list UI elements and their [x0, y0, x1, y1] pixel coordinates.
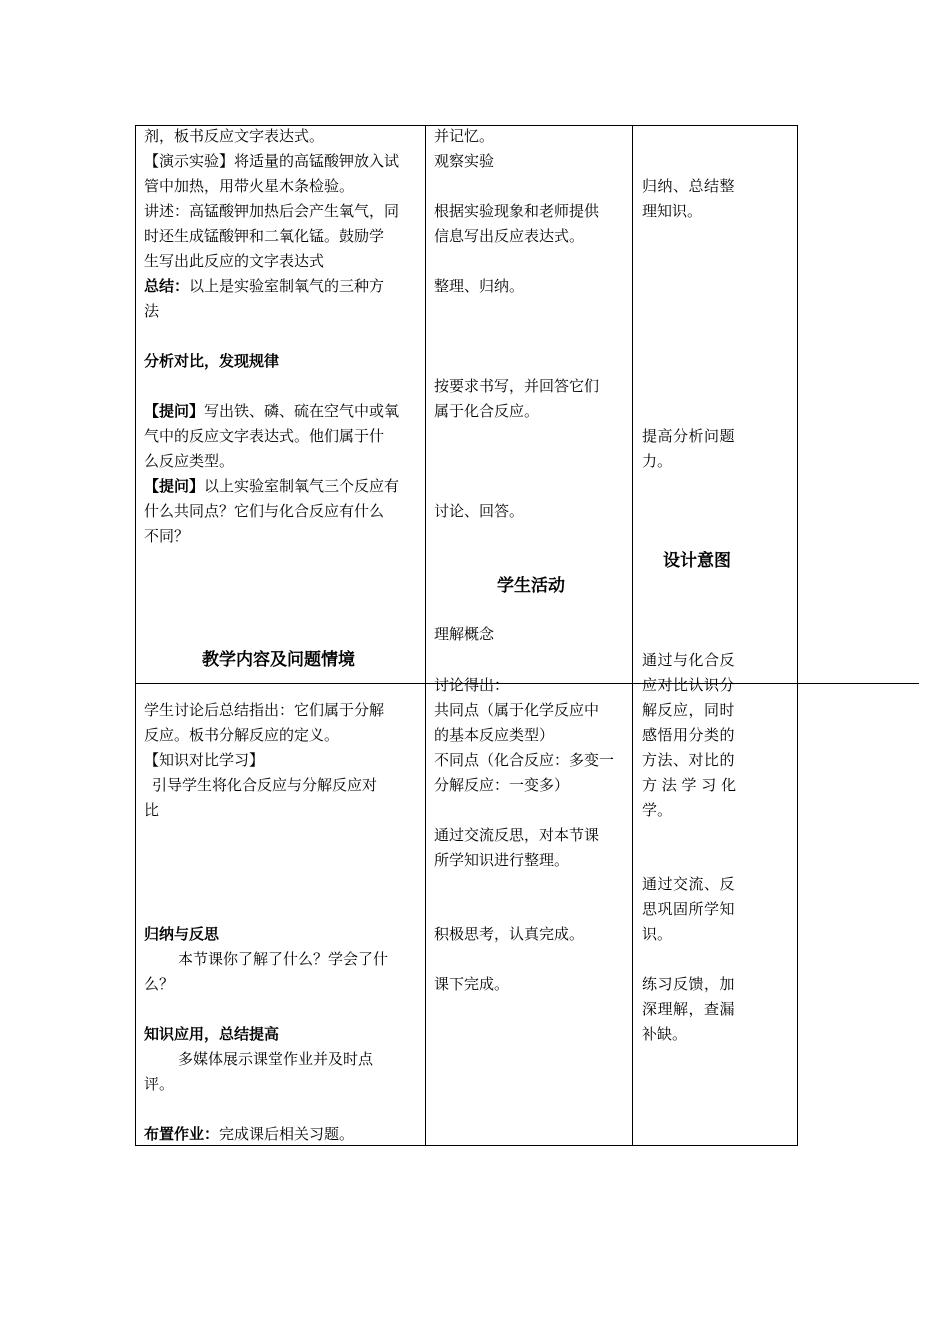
question-text: 以上实验室制氧气三个反应有 [204, 477, 400, 495]
text-line: 评。 [144, 1075, 175, 1093]
text-line: 共同点（属于化学反应中 [434, 701, 600, 719]
text-line: 什么共同点？它们与化合反应有什么 [144, 502, 385, 520]
column-header-student-activity: 学生活动 [497, 576, 565, 596]
text-line: 课下完成。 [434, 975, 510, 993]
text-line: 气中的反应文字表达式。他们属于什 [144, 427, 385, 445]
text-line: 感悟用分类的 [642, 726, 736, 744]
text-line: 讲述：高锰酸钾加热后会产生氧气，同 [144, 202, 400, 220]
text-line: 多媒体展示课堂作业并及时点 [178, 1050, 374, 1068]
text-line: 讨论得出： [434, 676, 510, 694]
text-line: 通过交流、反 [642, 875, 736, 893]
text-line: 归纳、总结整 [642, 177, 736, 195]
column-divider-2 [632, 125, 633, 1146]
text-line: 么反应类型。 [144, 452, 235, 470]
text-line: 解反应，同时 [642, 701, 736, 719]
column-header-design-intent: 设计意图 [663, 551, 731, 571]
question-line [144, 474, 399, 499]
question-line [144, 399, 399, 424]
question-text: 写出铁、磷、硫在空气中或氧 [204, 402, 400, 420]
homework-line [144, 1122, 354, 1147]
text-line: 按要求书写，并回答它们 [434, 377, 600, 395]
section-heading-analysis: 分析对比，发现规律 [144, 352, 280, 370]
summary-line [144, 274, 384, 299]
text-line: 管中加热，用带火星木条检验。 [144, 177, 355, 195]
question-label: 【提问】 [144, 402, 205, 420]
text-line: 整理、归纳。 [434, 277, 525, 295]
text-line: 力。 [642, 452, 673, 470]
question-label: 【提问】 [144, 477, 205, 495]
text-line: 剂，板书反应文字表达式。 [144, 127, 325, 145]
text-line: 积极思考，认真完成。 [434, 925, 585, 943]
text-line: 深理解，查漏 [642, 1000, 736, 1018]
text-line: 识。 [642, 925, 673, 943]
text-line: 的基本反应类型） [434, 726, 555, 744]
text-line: 么？ [144, 975, 175, 993]
text-line: 引导学生将化合反应与分解反应对 [152, 776, 378, 794]
text-line: 所学知识进行整理。 [434, 851, 570, 869]
text-line: 通过与化合反 [642, 651, 736, 669]
text-line: 信息写出反应表达式。 [434, 227, 585, 245]
text-line: 提高分析问题 [642, 427, 736, 445]
text-line: 根据实验现象和老师提供 [434, 202, 600, 220]
text-line: 观察实验 [434, 152, 495, 170]
text-line: 方法、对比的 [642, 751, 736, 769]
homework-text: 完成课后相关习题。 [219, 1125, 355, 1143]
table-border-left [135, 125, 136, 1146]
text-line: 【演示实验】将适量的高锰酸钾放入试 [144, 152, 400, 170]
summary-text: 以上是实验室制氧气的三种方 [189, 277, 385, 295]
text-line: 不同点（化合反应：多变一 [434, 751, 615, 769]
text-line: 讨论、回答。 [434, 502, 525, 520]
text-line: 分解反应：一变多） [434, 776, 570, 794]
text-line: 通过交流反思，对本节课 [434, 826, 600, 844]
text-line: 比 [144, 801, 160, 819]
text-line: 并记忆。 [434, 127, 495, 145]
text-line: 反应。板书分解反应的定义。 [144, 726, 340, 744]
text-line: 应对比认识分 [642, 676, 736, 694]
text-line: 【知识对比学习】 [144, 751, 265, 769]
table-border-right [797, 125, 798, 1146]
summary-label: 总结： [144, 277, 190, 295]
text-line: 属于化合反应。 [434, 402, 540, 420]
text-line: 时还生成锰酸钾和二氧化锰。鼓励学 [144, 227, 385, 245]
text-line: 学生讨论后总结指出：它们属于分解 [144, 701, 385, 719]
text-line: 生写出此反应的文字表达式 [144, 252, 325, 270]
column-header-teaching-content: 教学内容及问题情境 [202, 650, 355, 670]
column-divider-1 [425, 125, 426, 1146]
homework-label: 布置作业： [144, 1125, 220, 1143]
text-line: 法 [144, 302, 160, 320]
text-line: 练习反馈，加 [642, 975, 736, 993]
text-line: 理解概念 [434, 625, 495, 643]
section-heading-reflection: 归纳与反思 [144, 925, 220, 943]
text-line: 学。 [642, 801, 673, 819]
row-divider [135, 683, 919, 684]
text-line: 本节课你了解了什么？学会了什 [178, 950, 389, 968]
section-heading-application: 知识应用，总结提高 [144, 1025, 280, 1043]
text-line: 思巩固所学知 [642, 900, 736, 918]
text-line: 补缺。 [642, 1025, 688, 1043]
text-line: 不同？ [144, 527, 190, 545]
text-line: 方 法 学 习 化 [642, 776, 737, 794]
text-line: 理知识。 [642, 202, 703, 220]
